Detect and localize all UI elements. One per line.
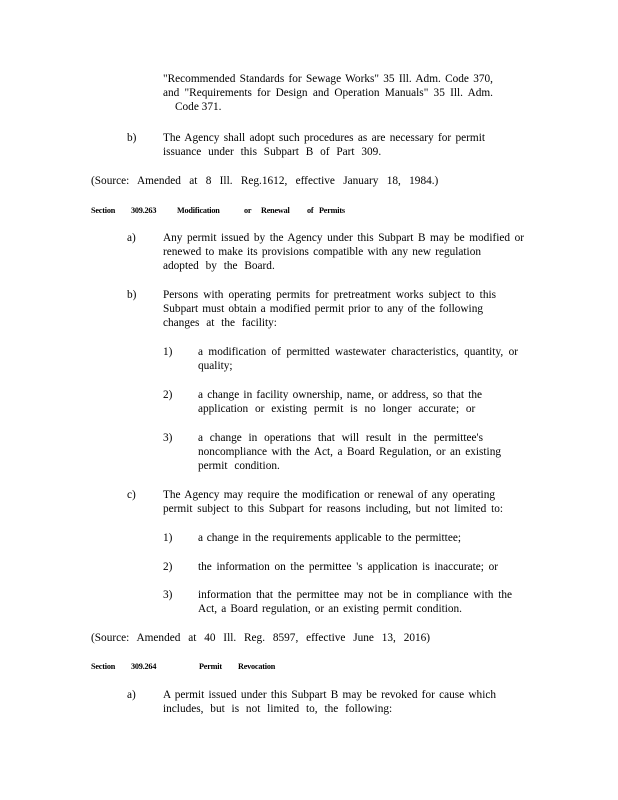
para-line: adopted by the Board.: [163, 260, 275, 272]
item-label: 1): [163, 532, 173, 544]
s263-b-line2: [163, 302, 483, 316]
para-line: The Agency may require the modification or renewal of any operating: [163, 489, 495, 501]
s263-b-item2-line1: [198, 388, 482, 402]
s263-b-line1: [163, 288, 496, 302]
item-line: a change in operations that will result in the permittee's: [198, 432, 483, 444]
para-b-top-line1: [163, 131, 485, 145]
item-line: the information on the permittee 's application is inaccurate; or: [198, 561, 498, 573]
para-label: c): [127, 489, 136, 501]
para-line: permit subject to this Subpart for reasons including, but not limited to:: [163, 503, 503, 515]
s263-b-item3-line1: [198, 431, 483, 445]
section-title-word: Permits: [319, 206, 345, 215]
section-number: 309.264: [131, 662, 157, 671]
item-line: Act, a Board regulation, or an existing permit condition.: [198, 603, 462, 615]
para-line: A permit issued under this Subpart B may be revoked for cause which: [163, 689, 496, 701]
section-word: Section: [91, 662, 116, 671]
para-line: includes, but is not limited to, the following:: [163, 703, 393, 715]
para-label: a): [127, 232, 136, 244]
intro-paragraph: [163, 72, 493, 86]
item-label: 1): [163, 346, 173, 358]
source-note: [91, 631, 430, 645]
s263-b-item3-line3: [198, 459, 280, 473]
source-note: [91, 174, 438, 188]
para-line: The Agency shall adopt such procedures as are necessary for permit: [163, 132, 485, 144]
item-line: a change in the requirements applicable to the permittee;: [198, 532, 461, 544]
s263-a-line2: [163, 245, 481, 259]
source-text: (Source: Amended at 8 Ill. Reg.1612, effective January 18, 1984.): [91, 175, 439, 187]
para-label: a): [127, 689, 136, 701]
section-title-word: or: [244, 206, 252, 215]
item-line: permit condition.: [198, 460, 280, 472]
intro-paragraph-line3: [175, 100, 221, 114]
s263-b-line3: [163, 316, 277, 330]
intro-line: Code 371.: [175, 101, 222, 113]
s263-c-item3-line1: [198, 588, 512, 602]
para-label: b): [127, 132, 137, 144]
item-label: 3): [163, 589, 173, 601]
s263-c-line1: [163, 488, 495, 502]
item-line: a change in facility ownership, name, or address, so that the: [198, 389, 482, 401]
item-line: quality;: [198, 360, 233, 372]
section-title-word: Modification: [177, 206, 220, 215]
s263-b-item1-line1: [198, 345, 518, 359]
item-label: 2): [163, 389, 173, 401]
s263-b-item3-line2: [198, 445, 501, 459]
para-label: b): [127, 289, 137, 301]
intro-paragraph-line2: [163, 86, 493, 100]
para-line: issuance under this Subpart B of Part 309.: [163, 146, 382, 158]
section-number: 309.263: [131, 206, 157, 215]
source-text: (Source: Amended at 40 Ill. Reg. 8597, effective June 13, 2016): [91, 632, 431, 644]
item-line: noncompliance with the Act, a Board Regulation, or an existing: [198, 446, 501, 458]
para-line: Subpart must obtain a modified permit prior to any of the following: [163, 303, 483, 315]
s263-c-item2-line1: [198, 560, 498, 574]
section-word: Section: [91, 206, 116, 215]
intro-line: and "Requirements for Design and Operation Manuals" 35 Ill. Adm.: [163, 87, 493, 99]
s264-a-line1: [163, 688, 496, 702]
para-line: renewed to make its provisions compatible with any new regulation: [163, 246, 481, 258]
s264-a-line2: [163, 702, 392, 716]
section-title-word: Renewal: [261, 206, 290, 215]
item-line: application or existing permit is no longer accurate; or: [198, 403, 476, 415]
intro-line: "Recommended Standards for Sewage Works" 35 Ill. Adm. Code 370,: [163, 73, 493, 85]
section-title-word: of: [307, 206, 314, 215]
para-line: Any permit issued by the Agency under this Subpart B may be modified or: [163, 232, 524, 244]
para-b-top-line2: [163, 145, 381, 159]
section-title-word: Permit: [199, 662, 222, 671]
item-label: 2): [163, 561, 173, 573]
para-line: Persons with operating permits for pretreatment works subject to this: [163, 289, 496, 301]
item-line: information that the permittee may not be in compliance with the: [198, 589, 512, 601]
para-line: changes at the facility:: [163, 317, 277, 329]
s263-a-line3: [163, 259, 275, 273]
section-title-word: Revocation: [238, 662, 276, 671]
s263-b-item2-line2: [198, 402, 475, 416]
s263-a-line1: [163, 231, 524, 245]
s263-c-line2: [163, 502, 503, 516]
item-label: 3): [163, 432, 173, 444]
s263-c-item1-line1: [198, 531, 461, 545]
s263-c-item3-line2: [198, 602, 462, 616]
s263-b-item1-line2: [198, 359, 233, 373]
item-line: a modification of permitted wastewater characteristics, quantity, or: [198, 346, 518, 358]
